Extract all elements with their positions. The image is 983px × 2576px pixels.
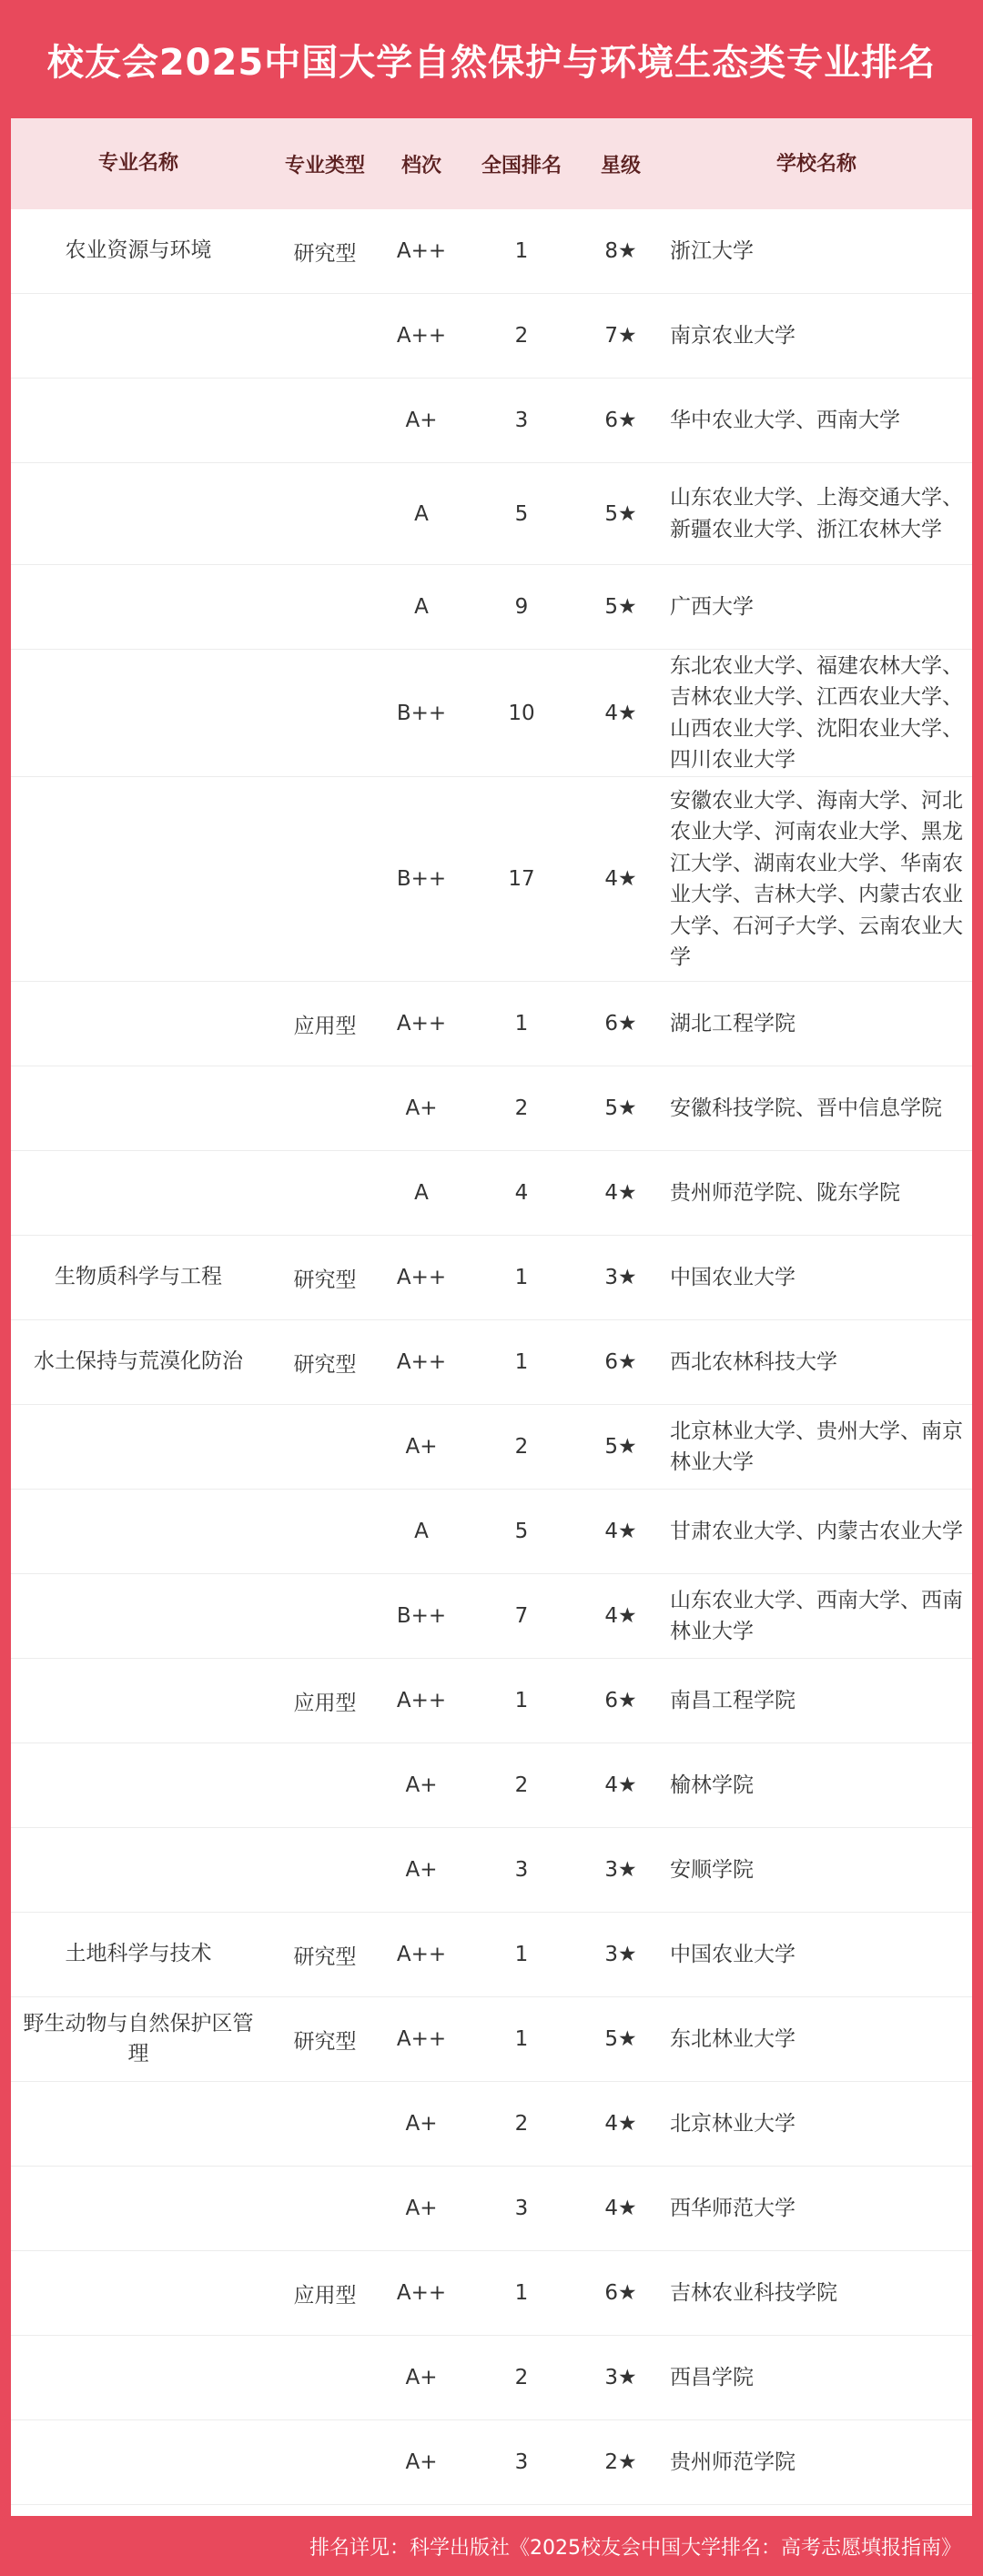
cell-rank: 3 bbox=[514, 2197, 529, 2220]
footer-source-note: 排名详见：科学出版社《2025校友会中国大学排名：高考志愿填报指南》 bbox=[309, 2536, 961, 2560]
cell-major: 野生动物与自然保护区管理 bbox=[23, 2011, 254, 2066]
cell-rank: 1 bbox=[514, 239, 529, 263]
cell-rank: 5 bbox=[514, 501, 529, 526]
cell-school: 中国农业大学 bbox=[670, 1942, 796, 1966]
cell-school: 东北农业大学、福建农林大学、吉林农业大学、江西农业大学、山西农业大学、沈阳农业大学、四川农业大学 bbox=[670, 653, 963, 772]
header-grade: 档次 bbox=[400, 154, 441, 177]
cell-school: 华中农业大学、西南大学 bbox=[670, 408, 900, 432]
table-row bbox=[11, 2082, 972, 2167]
cell-school: 安徽科技学院、晋中信息学院 bbox=[670, 1096, 942, 1120]
cell-star: 3★ bbox=[604, 1943, 637, 1966]
cell-grade: A bbox=[414, 595, 429, 619]
page-title: 校友会2025中国大学自然保护与环境生态类专业排名 bbox=[46, 41, 937, 84]
cell-rank: 9 bbox=[514, 595, 529, 619]
cell-star: 5★ bbox=[604, 501, 637, 526]
header-star: 星级 bbox=[600, 154, 641, 177]
cell-rank: 1 bbox=[514, 1943, 529, 1966]
table-row bbox=[11, 777, 972, 982]
cell-grade: A+ bbox=[405, 1858, 438, 1882]
cell-type: 研究型 bbox=[293, 2029, 357, 2054]
cell-grade: A++ bbox=[396, 1350, 447, 1374]
cell-school: 安徽农业大学、海南大学、河北农业大学、河南农业大学、黑龙江大学、湖南农业大学、华南农业大学、吉林大学、内蒙古农业大学、石河子大学、云南农业大学 bbox=[670, 788, 963, 969]
cell-grade: A+ bbox=[405, 2366, 438, 2389]
cell-school: 山东农业大学、西南大学、西南林业大学 bbox=[670, 1588, 963, 1643]
cell-school: 山东农业大学、上海交通大学、新疆农业大学、浙江农林大学 bbox=[670, 486, 963, 541]
cell-school: 榆林学院 bbox=[670, 1773, 754, 1797]
cell-grade: A+ bbox=[405, 1096, 438, 1120]
cell-rank: 2 bbox=[514, 1096, 529, 1120]
cell-rank: 3 bbox=[514, 409, 529, 432]
cell-grade: A+ bbox=[405, 409, 438, 432]
table-row bbox=[11, 1405, 972, 1490]
cell-school: 西华师范大学 bbox=[670, 2196, 796, 2220]
cell-school: 湖北工程学院 bbox=[670, 1011, 796, 1035]
cell-type: 应用型 bbox=[293, 2283, 357, 2308]
cell-grade: B++ bbox=[396, 701, 447, 725]
cell-grade: B++ bbox=[396, 867, 447, 891]
cell-star: 4★ bbox=[604, 2197, 637, 2220]
cell-star: 3★ bbox=[604, 1266, 637, 1289]
cell-star: 4★ bbox=[604, 1773, 637, 1797]
cell-grade: A bbox=[414, 1181, 429, 1205]
cell-grade: A+ bbox=[405, 2197, 438, 2220]
cell-rank: 1 bbox=[514, 1012, 529, 1035]
cell-star: 4★ bbox=[604, 2112, 637, 2136]
table-row bbox=[11, 650, 972, 777]
table-row bbox=[11, 463, 972, 565]
cell-grade: A+ bbox=[405, 1435, 438, 1459]
cell-star: 5★ bbox=[604, 2027, 637, 2051]
cell-grade: B++ bbox=[396, 1604, 447, 1628]
table-row bbox=[11, 565, 972, 650]
cell-school: 贵州师范学院 bbox=[670, 2450, 796, 2474]
cell-rank: 2 bbox=[514, 1773, 529, 1797]
table-row bbox=[11, 1574, 972, 1659]
table-row bbox=[11, 1066, 972, 1151]
cell-school: 西昌学院 bbox=[670, 2365, 754, 2389]
cell-major: 土地科学与技术 bbox=[65, 1942, 212, 1966]
cell-star: 5★ bbox=[604, 1435, 637, 1459]
cell-grade: A++ bbox=[396, 1943, 447, 1966]
cell-star: 3★ bbox=[604, 1858, 637, 1882]
cell-school: 北京林业大学、贵州大学、南京林业大学 bbox=[670, 1419, 963, 1474]
cell-school: 甘肃农业大学、内蒙古农业大学 bbox=[670, 1519, 963, 1543]
table-row bbox=[11, 1828, 972, 1913]
cell-star: 6★ bbox=[604, 1350, 637, 1374]
cell-grade: A bbox=[414, 1520, 429, 1543]
cell-rank: 2 bbox=[514, 1435, 529, 1459]
cell-rank: 7 bbox=[514, 1604, 529, 1628]
table-row bbox=[11, 1743, 972, 1828]
cell-rank: 17 bbox=[508, 867, 535, 891]
cell-type: 研究型 bbox=[293, 241, 357, 266]
header-major: 专业名称 bbox=[97, 152, 178, 176]
cell-star: 5★ bbox=[604, 595, 637, 619]
cell-school: 安顺学院 bbox=[670, 1857, 754, 1882]
cell-school: 贵州师范学院、陇东学院 bbox=[670, 1180, 900, 1205]
table-row bbox=[11, 2251, 972, 2336]
cell-major: 农业资源与环境 bbox=[65, 238, 212, 263]
table-body bbox=[11, 209, 972, 2505]
cell-star: 4★ bbox=[604, 1520, 637, 1543]
cell-rank: 3 bbox=[514, 2450, 529, 2474]
cell-grade: A++ bbox=[396, 2281, 447, 2305]
cell-school: 北京林业大学 bbox=[670, 2111, 796, 2136]
cell-star: 4★ bbox=[604, 1181, 637, 1205]
cell-grade: A++ bbox=[396, 1266, 447, 1289]
cell-star: 4★ bbox=[604, 867, 637, 891]
cell-school: 广西大学 bbox=[670, 594, 754, 619]
cell-star: 5★ bbox=[604, 1096, 637, 1120]
cell-rank: 1 bbox=[514, 1689, 529, 1712]
cell-type: 应用型 bbox=[293, 1014, 357, 1038]
cell-major: 水土保持与荒漠化防治 bbox=[34, 1349, 243, 1374]
table-row bbox=[11, 2167, 972, 2251]
cell-major: 生物质科学与工程 bbox=[55, 1265, 222, 1289]
cell-type: 研究型 bbox=[293, 1352, 357, 1377]
cell-star: 6★ bbox=[604, 1012, 637, 1035]
cell-school: 中国农业大学 bbox=[670, 1265, 796, 1289]
cell-rank: 3 bbox=[514, 1858, 529, 1882]
cell-grade: A++ bbox=[396, 324, 447, 348]
cell-star: 4★ bbox=[604, 1604, 637, 1628]
table-row bbox=[11, 1490, 972, 1574]
cell-type: 研究型 bbox=[293, 1268, 357, 1292]
cell-rank: 2 bbox=[514, 2112, 529, 2136]
cell-school: 东北林业大学 bbox=[670, 2026, 796, 2051]
cell-grade: A bbox=[414, 501, 429, 526]
cell-school: 南京农业大学 bbox=[670, 323, 796, 348]
cell-grade: A++ bbox=[396, 1689, 447, 1712]
header-school: 学校名称 bbox=[775, 152, 856, 176]
table-row bbox=[11, 982, 972, 1066]
table-row bbox=[11, 294, 972, 379]
cell-school: 吉林农业科技学院 bbox=[670, 2280, 837, 2305]
cell-grade: A++ bbox=[396, 1012, 447, 1035]
table-row bbox=[11, 2420, 972, 2505]
table-row bbox=[11, 1320, 972, 1405]
cell-rank: 10 bbox=[508, 701, 535, 725]
table-row bbox=[11, 2336, 972, 2420]
table-row bbox=[11, 379, 972, 463]
cell-star: 7★ bbox=[604, 324, 637, 348]
cell-rank: 1 bbox=[514, 2027, 529, 2051]
cell-star: 3★ bbox=[604, 2366, 637, 2389]
cell-grade: A+ bbox=[405, 2112, 438, 2136]
cell-rank: 2 bbox=[514, 2366, 529, 2389]
cell-rank: 1 bbox=[514, 2281, 529, 2305]
cell-type: 研究型 bbox=[293, 1945, 357, 1969]
table-header bbox=[11, 118, 972, 209]
table-row bbox=[11, 209, 972, 294]
cell-grade: A++ bbox=[396, 2027, 447, 2051]
cell-star: 2★ bbox=[604, 2450, 637, 2474]
cell-school: 南昌工程学院 bbox=[670, 1688, 796, 1712]
cell-grade: A+ bbox=[405, 2450, 438, 2474]
table-row bbox=[11, 1997, 972, 2082]
cell-school: 西北农林科技大学 bbox=[670, 1349, 837, 1374]
cell-star: 8★ bbox=[604, 239, 637, 263]
cell-rank: 5 bbox=[514, 1520, 529, 1543]
table-row bbox=[11, 1151, 972, 1236]
cell-star: 6★ bbox=[604, 1689, 637, 1712]
header-rank: 全国排名 bbox=[481, 154, 562, 177]
cell-grade: A+ bbox=[405, 1773, 438, 1797]
cell-rank: 2 bbox=[514, 324, 529, 348]
ranking-table bbox=[11, 118, 972, 2516]
table-row bbox=[11, 1236, 972, 1320]
header-type: 专业类型 bbox=[284, 154, 365, 177]
cell-rank: 1 bbox=[514, 1350, 529, 1374]
cell-rank: 1 bbox=[514, 1266, 529, 1289]
table-row bbox=[11, 1659, 972, 1743]
cell-grade: A++ bbox=[396, 239, 447, 263]
table-row bbox=[11, 1913, 972, 1997]
cell-rank: 4 bbox=[514, 1181, 529, 1205]
cell-star: 4★ bbox=[604, 701, 637, 725]
cell-school: 浙江大学 bbox=[670, 238, 754, 263]
cell-star: 6★ bbox=[604, 2281, 637, 2305]
cell-type: 应用型 bbox=[293, 1691, 357, 1715]
cell-star: 6★ bbox=[604, 409, 637, 432]
